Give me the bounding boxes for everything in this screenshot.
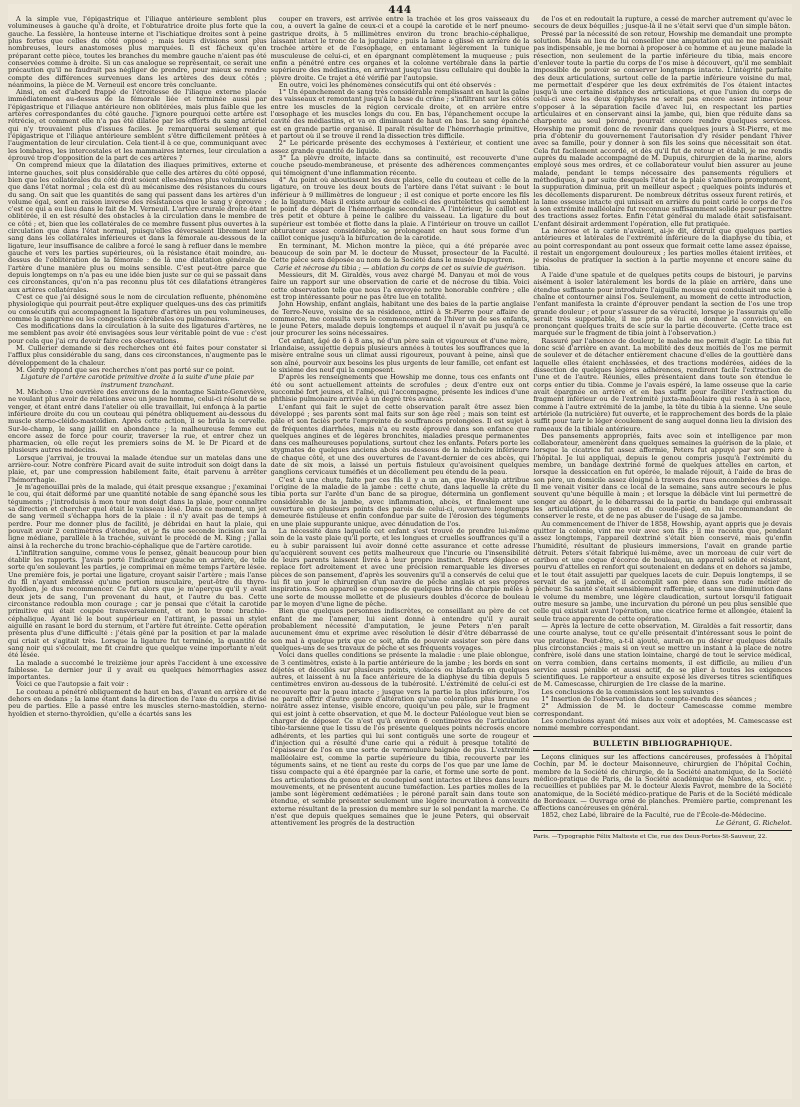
paragraph: La nécrose et la carie n'avaient, ai-je dit, détruit que quelques parties antérieures et latérales de l'extrémité inférieure de la diaphyse du tibia, et au point correspondant au pont osseux que formait cette lame assez épaisse, il restait un engorgement douloureux ; les parties molles étaient irritées, et je résolus de pratiquer la section à la partie moyenne et encore saine du tibia. <box>533 227 793 272</box>
paragraph: C'est à une chute, faite par ces fils il y a un an, que Howship attribue l'origine de la maladie de la jambe : cette chute, dans laquelle la crête du tibia porta sur l'arête d'un banc de sa pirogue, détermina un gonflement considérable de la jambe, avec inflammation, abcès, et finalement une ouverture en plusieurs points des parois de celui-ci, ouverture longtemps demeurée fistuleuse et enfin confondue par suite de l'érosion des téguments en une plaie suppurante unique, avec dénudation de l'os. <box>270 475 530 528</box>
paragraph: A l'aide d'une spatule et de quelques petits coups de bistouri, je parvins aisément à isoler latéralement les bords de la plaie en arrière, dans une étendue suffisante pour introduire l'aiguille mousse qui conduisait une scie à chaîne et contourner ainsi l'os. Seulement, au moment de cette introduction, l'enfant manifesta la crainte d'éprouver pendant la section de l'os une trop grande douleur ; et pour s'assurer de sa véracité, lorsque je l'assurais qu'elle serait très supportable, il me pria de lui en donner la conviction, en prononçant quelques traits de scie sur la partie découverte. (Cette trace est marquée sur le fragment de tibia joint à l'observation.) <box>533 270 793 338</box>
paragraph: 4° Au point où aboutissent les deux plaies, celle du couteau et celle de la ligature, on trouve les deux bouts de l'artère dans l'état suivant : le bout inférieur à 9 millimètres de longueur ; il est conique et porte encore les fils de la ligature. Mais il existe autour de celle-ci des gouttelettes qui semblent le point de départ de l'hémorrhagie secondaire. A l'intérieur, le caillot est très petit et obture à peine le calibre du vaisseau. La ligature du bout supérieur est tombée et flotte dans la plaie. A l'intérieur on trouve un caillot obturateur assez considérable, se prolongeant en haut sous forme d'un caillot conique jusqu'à la bifurcation de la carotide. <box>270 175 530 243</box>
paragraph: Messieurs, dit M. Giraldès, vous avez chargé M. Danyau et moi de vous faire un rapport sur une observation de carie et de nécrose du tibia. Voici cette observation telle que nous l'a envoyée notre honorable confrère ; elle est trop intéressante pour ne pas être lue en totalité. <box>270 270 530 301</box>
paragraph: M. Cullerier demande si des recherches ont été faites pour constater si l'afflux plus considérable du sang, dans ces circonstances, n'augmente pas le développement de la chaleur. <box>8 344 267 367</box>
paragraph: 3° La plèvre droite, intacte dans sa continuité, est recouverte d'une couche pseudo-membraneuse, et présente des adhérences commençantes qui témoignent d'une inflammation récente. <box>270 153 530 177</box>
paragraph: 1° Un épanchement de sang très considérable remplissant en haut la gaîne des vaisseaux et remontant jusqu'à la base du crâne ; s'infiltrant sur les côtés entre les muscles de la région cervicale droite, et en arrière entre l'œsophage et les muscles longs du cou. En bas, l'épanchement occupe la cavité des médiastins, et va en diminuant de haut en bas. Le sang épanché est en grande partie organisé. Il paraît résulter de l'hémorrhagie primitive, et partout où il se trouve il rend la dissection très difficile. <box>270 88 530 140</box>
paragraph: couper en travers, est arrivée entre la trachée et les gros vaisseaux du cou, a ouvert la gaîne de ceux-ci et a coupé la carotide et le nerf pneumo-gastrique droits, à 5 millimètres environ du tronc brachio-céphalique, laissant intact le tronc de la jugulaire ; puis la lame a glissé en arrière de la trachée artère et de l'œsophage, en entamant légèrement la tunique musculeuse de celui-ci, et en épargnant complètement la muqueuse ; puis enfin a pénétré entre ces organes et la colonne vertébrale dans la partie supérieure des médiastins, en arrivant jusqu'au tissu cellulaire qui double la plèvre droite. Ce trajet a été vérifié par l'autopsie. <box>270 16 530 82</box>
paragraph: En outre, voici les phénomènes consécutifs qui ont été observés : <box>278 80 496 89</box>
column-3 <box>533 16 792 1093</box>
paragraph: L'infiltration sanguine, comme vous le pensez, gênait beaucoup pour bien établir les rapports. J'avais porté l'indicateur gauche en arrière, de telle sorte qu'en soulevant les parties, je comprimai en même temps l'artère lésée. Une première fois, je portai une ligature, croyant saisir l'artère ; mais l'anse du fil n'ayant embrassé qu'une portion musculaire, peut-être du thyro-hyoïdien, je dus recommencer. Ce fut alors que je m'aperçus qu'il y avait deux jets de sang, l'un provenant du haut, et l'autre du bas. Cette circonstance redoubla mon courage ; car je pensai que c'était la carotide primitive qui était coupée transversalement, et non le tronc brachio-céphalique. Ayant lié le bout supérieur en l'attirant, je passai un stylet aiguillé en rasant le bord du sternum, et l'artère fut étreinte. Cette opération présenta plus d'une difficulté : j'étais gêné par la position et par la malade qui criait et s'agitait très. Lorsque la ligature fut terminée, la quantité de sang noir qui s'écoulait, me fit craindre que quelque veine importante n'eût été lésée. <box>8 548 267 660</box>
paragraph: L'enfant qui fait le sujet de cette observation paraît être assez bien développé ; ses parents sont mal faits sur son âge réel ; mais son teint est pâle et son faciès porte l'empreinte de souffrances prolongées. Il est sujet à de fréquentes diarrhées, mais n'a eu reste éprouvé dans son enfance que quelques angines et de légères bronchites, maladies presque permanentes dans ces malheureuses populations, surtout chez les enfants. Peters porte les stygmates de quelques anciens abcès au-dessous de la mâchoire inférieure de chaque côté, et une des ouvertures de l'avant-dernier de ces abcès, qui date de six mois, a laissé un pertuis fistuleux qu'avoisinent quelques ganglions cervicaux tuméfiés et un décollement peu étendu de la peau. <box>270 402 530 477</box>
section-heading: Carie et nécrose du tibia ; — ablation du corps de cet os suivie de guérison. <box>274 263 526 272</box>
paragraph: Les conclusions de la commission sont les suivantes : <box>541 687 719 696</box>
paragraph: Pressé par la nécessité de son retour, Howship me demandait une prompte solution. Mais au lieu de lui conseiller une amputation qui ne me paraissait pas indispensable, je me bornai à proposer à ce homme et au jeune malade la résection, non seulement de la partie inférieure du tibia, mais encore d'enlever toute la partie du corps de l'os mise à découvert, qu'il me semblait impossible de pouvoir se conserver longtemps intacte. L'intégrité parfaite des deux articulations, surtout celle de la partie inférieure voisine du mal, me permettait d'espérer que les deux extrémités de l'os étaient intactes jusqu'à une certaine distance des articulations, et que l'union du corps de celui-ci avec les deux épiphyses ne serait pas encore assez intime pour s'opposer à la séparation facile d'avec lui, en respectant les parties articulaires et en conservant ainsi la jambe, qui, bien que réduite dans sa charpente au seul péroné, pourrait encore rendre quelques services. Howship me promit donc de revenir dans quelques jours à St-Pierre, et me pria d'obtenir du gouvernement l'autorisation d'y résider pendant l'hiver avec sa famille, pour y donner à son fils les soins que nécessitait son état. Cela fut facilement accordé, et dès qu'il fut de retour et établi, je me rendis auprès du malade accompagné de M. Dupuis, chirurgien de la marine, alors employé sous mes ordres, et ce collaborateur voulut bien assurer au jeune malade, pendant le temps nécessaire des pansements réguliers et méthodiques, à par suite desquels l'état de la plaie s'améliora promptement, la suppuration diminua, prit un meilleur aspect ; quelques points indurés et les décollements disparurent. De nombreux détritus osseux furent retirés, et la lame osseuse intacte qui unissait en arrière du point carié le corps de l'os à son extrémité malléolaire fut reconnue suffisamment solide pour permettre des tractions assez fortes. Enfin l'état général du malade était satisfaisant. L'enfant désirait ardemment l'opération, elle fut pratiquée. <box>533 29 793 228</box>
bulletin-heading: BULLETIN BIBLIOGRAPHIQUE. <box>592 738 733 748</box>
paragraph: On comprend mieux que la dilatation des iliaques primitives, externe et interne gauches, soit plus considérable que celle des artères du côté opposé, bien que les collatérales du côté droit soient elles-mêmes plus volumineuses que dans l'état normal ; cela est dû au mécanisme des résistances du cours du sang. On sait que les quantités de sang qui passent dans les artères d'un volume égal, sont en raison inverse des résistances que le sang y éprouve ; c'est ce qui a eu lieu dans le fait de M. Verneuil. L'artère crurale droite étant oblitérée, il en est résulté des obstacles à la circulation dans le membre de ce côté ; et, bien que les collatérales de ce membre fussent plus ouvertes à la circulation que dans l'état normal, puisqu'elles déversaient librement leur sang dans les collatérales inférieures et dans la fémorale au-dessous de la ligature, leur insuffisance de calibre a forcé le sang à refluer dans le membre gauche et vers les parties supérieures, où la résistance était moindre, au-dessus de l'oblitération de la fémorale : de là une dilatation générale de l'artère d'une manière plus ou moins sensible. C'est peut-être parce que depuis longtemps on n'a pas eu une idée bien juste sur ce qui se passait dans ces circonstances, qu'on n'a pas reconnu plus tôt ces dilatations étrangères aux artères collatérales. <box>8 161 267 294</box>
paragraph: John Howship, enfant anglais, habitant une des baies de la partie anglaise de Terre-Neuve, voisine de sa résidence, attiré à St-Pierre pour affaire de commerce, me consulta vers le commencement de l'hiver un de ses enfants, le jeune Peters, malade depuis longtemps et auquel il n'avait pu jusqu'à ce jour procurer les soins nécessaires. <box>270 300 530 338</box>
paragraph: D'après les renseignements que Howship me donne, tous ces enfants ont été ou sont actuellement atteints de scrofules ; deux d'entre eux ont succombé fort jeunes, et l'aîné, qui l'accompagne, présente les indices d'une phthisie pulmonaire arrivée à un degré très avancé. <box>270 373 530 404</box>
column-2 <box>271 16 530 1093</box>
paragraph: de l'os et en redoutait la rupture, a cessé de marcher autrement qu'avec le secours de deux béquilles ; jusque-là il ne s'était servi que d'un simple bâton. <box>533 16 793 31</box>
divider <box>533 830 792 831</box>
paragraph: M. Gerdy répond que ses recherches n'ont pas porté sur ce point. <box>16 366 235 374</box>
paragraph: Ces modifications dans la circulation à la suite des ligatures d'artères, ne me semblent pas avoir été envisagées sous leur véritable point de vue : c'est pour cela que j'ai cru devoir faire ces observations. <box>8 322 267 345</box>
paragraph: Leçons cliniques sur les affections cancéreuses, professées à l'hôpital Cochin, par M. le docteur Maisonneuve, chirurgien de l'hôpital Cochin, membre de la Société de chirurgie, de la Société anatomique, de la Société médico-pratique de Paris, de la Société académique de Nantes, etc., etc. ; recueillies et publiées par M. le docteur Alexis Favrot, membre de la Société anatomique, de la Société médico-pratique de Paris et de la Société médicale de Bordeaux. — Ouvrage orné de planches. Première partie, comprenant les affections cancéreuses en général. <box>533 752 793 813</box>
paragraph: C'est ce que j'ai désigné sous le nom de circulation refluente, phénomène physiologique qui pourrait peut-être expliquer quelques-uns des cas primitifs ou consécutifs qui accompagnent la ligature d'artères un peu volumineuses, comme la gangrène ou les congestions cérébrales ou pulmonaires. <box>8 292 267 323</box>
paragraph: 1852, chez Labé, libraire de la Faculté, rue de l'École-de-Médecine. <box>541 811 767 820</box>
paragraph: Les conclusions ayant été mises aux voix et adoptées, M. Camescasse est nommé membre correspondant. <box>533 717 793 733</box>
column-1 <box>8 16 267 1093</box>
paragraph: La malade a succombé le treizième jour après l'accident à une excessive faiblesse. Le dernier jour il y avait eu quelques hémorrhagies assez importantes. <box>8 658 267 682</box>
paragraph: 1° Insertion de l'observation dans le compte-rendu des séances ; <box>541 695 757 704</box>
paragraph: La nécessité dans laquelle cet enfant s'est trouvé de prendre lui-même soin de la vaste plaie qu'il porte, et les longues et cruelles souffrances qu'il a eu à subir paraissent lui avoir donné cette assurance et cette adresse qu'acquièrent souvent ces petits malheureux que l'incurie ou l'insensibilité de leurs parents laissent livrés à leur propre instinct. Peters déplace et replace fort adroitement et avec une précision remarquable les diverses pièces de son pansement, d'après les souvenirs qu'il a conservés de celui que lui fit un jour le chirurgien d'un navire de pêche anglais et ses propres inspirations. Son appareil se compose de quelques brins de charpie mêlés à une sorte de mousse mollette et de plusieurs doubles d'écorce de bouleau par le moyen d'une ligne de pêche. <box>270 526 530 608</box>
paragraph: 2° Le péricarde présente des ecchymoses à l'extérieur, et contient une assez grande quantité de liquide. <box>270 139 530 155</box>
signature: Le Gérant, G. Richelot. <box>715 818 793 827</box>
divider <box>533 736 792 737</box>
paragraph: M. Michon : Une ouvrière des environs de la montagne Sainte-Geneviève, ne voulant plus avoir de relations avec un jeune homme, celui-ci résolut de se venger, et étant entré dans l'atelier où elle travaillait, lui enfonça à la partie inférieure droite du cou un couteau qui pénétra obliquement au-dessous du muscle sterno-cléido-mastoïdien. Après cette action, il se brûla la cervelle. Sur-le-champ, le sang jaillit en abondance ; la malheureuse femme eut encore assez de force pour courir, traverser la rue, et entrer chez un pharmacien, où elle reçut les premiers soins de M. le Dr Picard et de plusieurs autres médecins. <box>8 387 267 455</box>
printer-imprint: Paris. —Typographie Félix Malteste et Cie, rue des Deux-Portes-St-Sauveur, 22. <box>533 834 768 841</box>
divider <box>533 750 792 751</box>
paragraph: Voici dans quelles conditions se présente la maladie : une plaie oblongue, de 3 centimètres, existe à la partie antérieure de la jambe ; les bords en sont déjetés et décollés sur plusieurs points, violacés ou blafards en quelques autres, et laissent à nu la face antérieure de la diaphyse du tibia depuis 5 centimètres environ au-dessous de la tubérosité. L'extrémité de celui-ci est recouverte par la peau intacte ; jusque vers la partie la plus inférieure, l'os ne paraît offrir d'autre genre d'altération qu'une coloration plus brune ou noirâtre assez intense, visible encore, quoiqu'un peu pâle, sur le fragment qui est joint à cette observation, et que M. le docteur Paléologue veut bien se charger de déposer. Ce n'est qu'à environ 6 centimètres de l'articulation tibio-tarsienne que le tissu de l'os présente quelques points nécrosés encore adhérents, et les parties qui lui sont contiguës une sorte de rougeur et d'injection qui a résulté d'une carie qui a réduit à presque totalité de l'épaisseur de l'os en une sorte de vermoulure baignée de pus. L'extrémité malléolaire est, comme la partie supérieure du tibia, recouverte par les téguments sains, et ne tient au reste du corps de l'os que par une lame de tissu compacte qui a été épargnée par la carie, et forme une sorte de pont. Les articulations du genou et du coudepied sont intactes et libres dans leurs mouvements, et ne présentent aucune tuméfaction. Les parties molles de la jambe sont légèrement œdématiées ; le péroné paraît sain dans toute son étendue, et semble présenter seulement une légère incurvation à convexité externe résultant de la pression du membre sur le sol pendant la marche. Ce n'est que depuis quelques semaines que le jeune Peters, qui observait attentivement les progrès de la destruction <box>270 651 530 828</box>
paragraph: — Après la lecture de cette observation, M. Giraldès a fait ressortir, dans une courte analyse, tout ce qu'elle présentait d'intéressant sous le point de vue pratique. Peut-être, a-t-il ajouté, aurait-on pu désirer quelques détails plus circonstanciés ; mais si on veut se mettre un instant à la place de notre confrère, isolé dans une station lointaine, chargé de tout le service médical, on verra combien, dans certains moments, il est difficile, au milieu d'un service aussi pénible et aussi actif, de se plier à toutes les exigences scientifiques. Le rapporteur a ensuite exposé les diverses titres scientifiques de M. Camescasse, chirurgien de 1re classe de la marine. <box>533 621 793 689</box>
paragraph: A la simple vue, l'épigastrique et l'iliaque antérieure semblent plus volumineuses à gauche qu'à droite, et l'obturatrice droite plus forte que la gauche. La fessière, la honteuse interne et l'ischiatique droites sont à peine plus fortes que celles du côté opposé ; mais leurs divisions sont plus nombreuses, leurs anastomoses plus marquées. Il est fâcheux qu'en préparant cette pièce, toutes les branches du membre gauche n'aient pas été conservées comme à droite. Si un cas analogue se représentait, ce serait une précaution qu'il ne faudrait pas négliger de prendre, pour mieux se rendre compte des différences survenues dans les artères des deux côtés ; néanmoins, la pièce de M. Verneuil est encore très concluante. <box>8 16 267 89</box>
paragraph: Bien que quelques personnes indiscrètes, ce conseillant au père de cet enfant de me l'amener, lui aient donné à entendre qu'il y aurait probablement nécessité d'amputation, le jeune Peters n'en paraît aucunement ému et exprime avec résolution le désir d'être débarrassé de son mal à quelque prix que ce soit, afin de pouvoir assister son père dans quelques-uns de ses travaux de pêche et ses fréquents voyages. <box>270 607 530 652</box>
paragraph: Ainsi, on est d'abord frappé de l'étroitesse de l'iliaque externe placée immédiatement au-dessus de la fémorale liée et terminée aussi par l'épigastrique et l'iliaque antérieure non oblitérées, mais plus faible que les artères correspondantes du côté gauche. J'ignore pourquoi cette artère est rétrécie, et comment elle n'a pas été dilatée par les efforts du sang artériel qui n'y trouvaient plus d'issues faciles. Je remarquerai seulement que l'épigastrique et l'iliaque antérieure semblent s'être difficilement prêtées à l'augmentation de leur circulation. Cela tient-il à ce que, communiquant avec les lombaires, les intercostales et les mammaires internes, leur circulation a éprouvé trop d'opposition de la part de ces artères ? <box>8 88 267 162</box>
paragraph: Lorsque j'arrivai, je trouvai la malade étendue sur un matelas dans une arrière-cour. Notre confrère Picard avait de suite introduit son doigt dans la plaie, et, par une compression habilement faite, était parvenu à arrêter l'hémorrhagie. <box>8 453 267 484</box>
paragraph: En terminant, M. Michon montre la pièce, qui a été préparée avec beaucoup de soin par M. le docteur de Musset, prosecteur de la Faculté. Cette pièce sera déposée au nom de la Société dans le musée Dupuytren. <box>270 241 530 265</box>
section-heading: Ligature de l'artère carotide primitive droite à la suite d'une plaie par instrument tranchant. <box>20 373 254 389</box>
paragraph: Cet enfant, âgé de 6 à 8 ans, né d'un père sain et vigoureux et d'une mère, Irlandaise, assujettie depuis plusieurs années à toutes les souffrances que la misère entraîne sous un climat aussi rigoureux, pouvant à peine, ainsi que son aîné, pourvoir aux besoins les plus urgents de leur famille, cet enfant est le sixième des neuf qui la composent. <box>270 336 530 374</box>
paragraph: Je m'agenouillai près de la malade, qui était presque exsangue ; j'examinai le cou, qui était déformé par une quantité notable de sang épanché sous les téguments ; j'introduisis à mon tour mon doigt dans la plaie, pour connaître sa direction et chercher quel était le vaisseau lésé. Dans ce moment, un jet de sang vermeil s'échappa hors de la plaie : il n'y avait pas de temps à perdre. Pour me donner plus de facilité, je débridai en haut la plaie, qui pouvait avoir 2 centimètres d'étendue, et je fis une seconde incision sur la ligne médiane, parallèle à la trachée, suivant le procédé de M. King ; j'allai ainsi à la recherche du tronc brachio-céphalique que de l'artère carotide. <box>8 483 267 550</box>
paragraph: Rassuré par l'absence de douleur, le malade me permit d'agir. Le tibia fut donc scié d'arrière en avant. La mobilité des deux moitiés de l'os me permit de soulever et de détacher entièrement chacune d'elles de la gouttière dans laquelle elles étaient enchâssées, et des tractions modérées, aidées de la dissection de quelques légères adhérences, rendirent facile l'extraction de l'une et de l'autre. Réunies, elles présentaient dans toute son étendue le corps entier du tibia. Comme je l'avais espéré, la lame osseuse que la carie avait épargnée en arrière et en bas suffit pour faciliter l'extraction du fragment inférieur ou de l'extrémité juxta-malléolaire qui resta à sa place, comme à l'autre extrémité de la jambe, la tête du tibia à la sienne. Une seule artériole (la nutricière) fut ouverte, et le rapprochement des bords de la plaie suffit pour tarir le léger écoulement de sang auquel donna lieu la division des rameaux de la tibiale antérieure. <box>533 336 793 433</box>
newspaper-page <box>8 4 792 1099</box>
paragraph: Le couteau a pénétré obliquement de haut en bas, d'avant en arrière et de dehors en dedans ; la lame étant dans la direction de l'axe du corps a divisé peu de parties. Elle a passé entre les muscles sterno-mastoïdien, sterno-hyoïdien et sterno-thyroïdien, qu'elle a écartés sans les <box>8 687 267 718</box>
paragraph: Des pansements appropriés, faits avec soin et intelligence par mon collaborateur, amenèrent dans quelques semaines la guérison de la plaie, et lorsque la cicatrice fut assez affermie, Peters fut appuyé par son père à l'hôpital. Je lui appliquai, depuis le genou compris jusqu'à l'extrémité du membre, un bandage dextriné formé de quelques attelles en carton, et lorsque la dessiccation en fut opérée, le malade réjouit, à l'aide de bras de son père, un domicile assez éloigné à travers des rues encombrées de neige. Il me venait visiter dans ce local de la semaine, sans autre secours le plus souvent qu'une béquille à main ; et lorsque la débâcle vint lui permettre de songer au départ, je le débarrassai de la partie du bandage qui embrassait les articulations du genou et du coude-pied, en lui recommandant de conserver le reste, et de ne pas abuser de l'usage de sa jambe. <box>533 431 793 521</box>
page-number: 444 <box>388 4 412 16</box>
paragraph: Voici ce que l'autopsie a fait voir : <box>16 680 129 689</box>
paragraph: Au commencement de l'hiver de 1858, Howship, ayant appris que je devais quitter la colonie, vint me voir avec son fils ; il me raconta que, pendant assez longtemps, l'appareil dextriné s'était bien conservé, mais qu'enfin l'humidité, résultant de plusieurs immersions, l'avait en grande partie détruit. Peters s'était fabriqué lui-même, avec un morceau de cuir vert de caribou et une coque d'écorce de bouleau, un appareil solide et résistant, pourvu d'attelles en renfort qui soutenaient en dedans et en dehors sa jambe, et le tout était assujetti par quelques lacets de cuir. Depuis longtemps, il se servait de sa jambe, et il accomplit son père dans son rude métier de pêcheur. Sa santé s'était sensiblement raffermie, et sans une diminution dans le volume du membre, une légère claudication, surtout lorsqu'il fatiguait outre mesure sa jambe, une incurvation du péroné un peu plus sensible que celle qui existait avant l'opération, une cicatrice ferme et allongée, étaient la seule trace apparente de cette opération. <box>533 519 793 623</box>
paragraph: 2° Admission de M. le docteur Camescasse comme membre correspondant. <box>533 702 793 718</box>
text-columns <box>8 16 792 1093</box>
